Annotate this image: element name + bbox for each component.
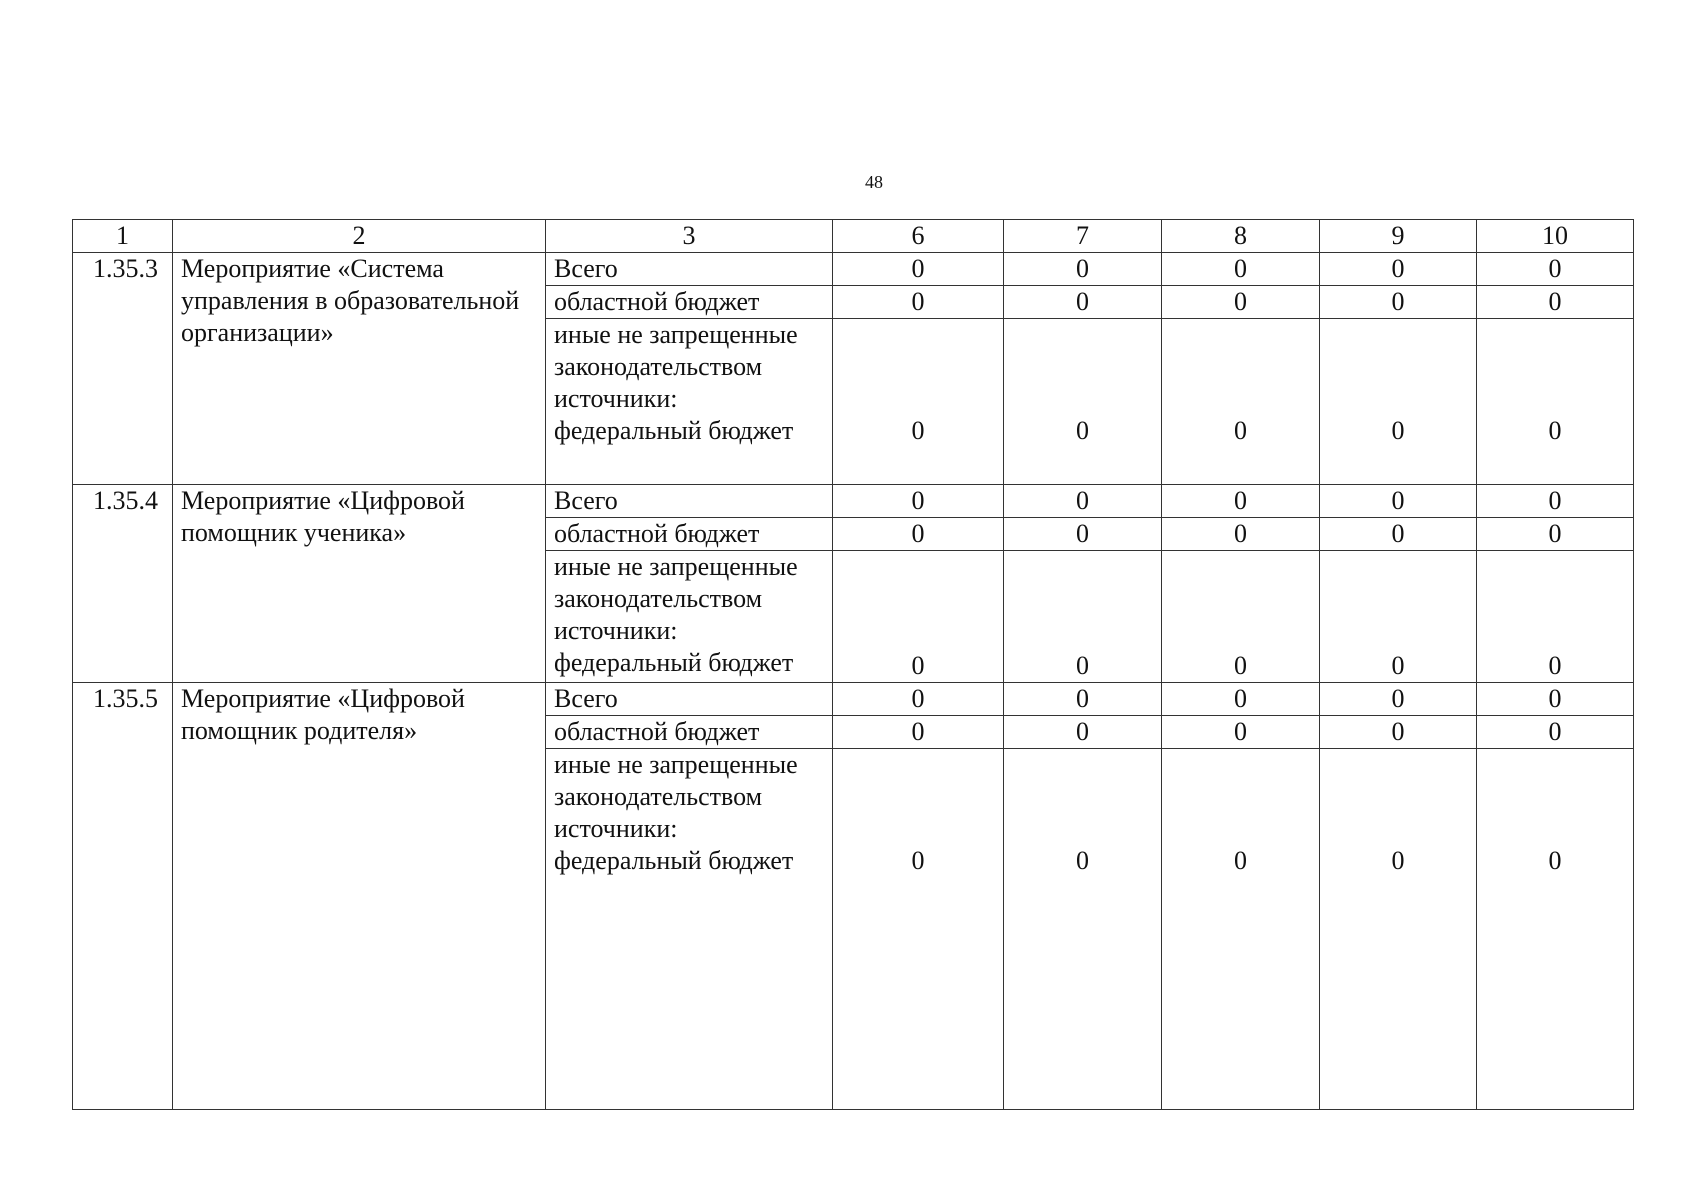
source-other-line: федеральный бюджет (554, 416, 794, 445)
value-cell: 0 (1162, 716, 1320, 749)
source-label-other (546, 319, 833, 485)
source-other-line: иные не запрещенные (554, 320, 798, 349)
table-row (73, 683, 1634, 716)
source-other-line: законодательством (554, 584, 763, 613)
source-other-line: источники: (554, 814, 678, 843)
value-cell: 0 (1477, 518, 1634, 551)
table-row (73, 485, 1634, 518)
page-number: 48 (865, 172, 883, 192)
source-label: Всего (546, 485, 833, 518)
value-cell: 0 (1004, 683, 1162, 716)
value-cell: 0 (833, 683, 1004, 716)
source-label: Всего (546, 683, 833, 716)
row-code: 1.35.3 (73, 253, 173, 485)
source-other-line: источники: (554, 616, 678, 645)
value-cell: 0 (1477, 749, 1634, 1110)
value-cell: 0 (1320, 749, 1477, 1110)
value-cell: 0 (1004, 485, 1162, 518)
value-cell: 0 (1477, 319, 1634, 485)
value-cell: 0 (1004, 716, 1162, 749)
value-cell: 0 (1320, 518, 1477, 551)
value-cell: 0 (1162, 518, 1320, 551)
value-cell: 0 (1004, 518, 1162, 551)
header-cell: 7 (1004, 220, 1162, 253)
source-label-other (546, 551, 833, 683)
source-other-line: источники: (554, 384, 678, 413)
value-cell: 0 (1004, 319, 1162, 485)
value-cell: 0 (1162, 286, 1320, 319)
value-cell: 0 (1320, 253, 1477, 286)
source-label: Всего (546, 253, 833, 286)
budget-table (72, 219, 1634, 1110)
value-cell: 0 (833, 319, 1004, 485)
value-cell: 0 (1320, 683, 1477, 716)
header-cell: 1 (73, 220, 173, 253)
source-other-line: федеральный бюджет (554, 846, 794, 875)
header-cell: 10 (1477, 220, 1634, 253)
value-cell: 0 (1004, 253, 1162, 286)
row-name: Мероприятие «Цифровой помощник ученика» (173, 485, 546, 683)
value-cell: 0 (833, 749, 1004, 1110)
value-cell: 0 (1004, 551, 1162, 683)
value-cell: 0 (1477, 286, 1634, 319)
value-cell: 0 (1477, 253, 1634, 286)
source-label: областной бюджет (546, 286, 833, 319)
source-other-line: иные не запрещенные (554, 750, 798, 779)
row-name: Мероприятие «Система управления в образовательной организации» (173, 253, 546, 485)
source-other-line: иные не запрещенные (554, 552, 798, 581)
source-other-line: законодательством (554, 352, 763, 381)
value-cell: 0 (1320, 319, 1477, 485)
value-cell: 0 (1162, 319, 1320, 485)
value-cell: 0 (1162, 683, 1320, 716)
table-row (73, 253, 1634, 286)
value-cell: 0 (1477, 683, 1634, 716)
header-cell: 9 (1320, 220, 1477, 253)
header-cell: 8 (1162, 220, 1320, 253)
value-cell: 0 (1477, 485, 1634, 518)
value-cell: 0 (833, 485, 1004, 518)
value-cell: 0 (833, 551, 1004, 683)
header-cell: 3 (546, 220, 833, 253)
value-cell: 0 (1320, 716, 1477, 749)
value-cell: 0 (1162, 253, 1320, 286)
header-cell: 2 (173, 220, 546, 253)
value-cell: 0 (833, 518, 1004, 551)
value-cell: 0 (1320, 286, 1477, 319)
value-cell: 0 (833, 716, 1004, 749)
value-cell: 0 (1477, 551, 1634, 683)
source-other-line: законодательством (554, 782, 763, 811)
source-label-other (546, 749, 833, 1110)
value-cell: 0 (1320, 485, 1477, 518)
row-code: 1.35.4 (73, 485, 173, 683)
source-label: областной бюджет (546, 716, 833, 749)
row-name: Мероприятие «Цифровой помощник родителя» (173, 683, 546, 1110)
value-cell: 0 (833, 253, 1004, 286)
value-cell: 0 (1162, 485, 1320, 518)
table-header-row (73, 220, 1634, 253)
value-cell: 0 (833, 286, 1004, 319)
source-other-line: федеральный бюджет (554, 648, 794, 677)
header-cell: 6 (833, 220, 1004, 253)
value-cell: 0 (1162, 749, 1320, 1110)
row-code: 1.35.5 (73, 683, 173, 1110)
source-label: областной бюджет (546, 518, 833, 551)
value-cell: 0 (1004, 749, 1162, 1110)
value-cell: 0 (1004, 286, 1162, 319)
value-cell: 0 (1320, 551, 1477, 683)
value-cell: 0 (1477, 716, 1634, 749)
value-cell: 0 (1162, 551, 1320, 683)
